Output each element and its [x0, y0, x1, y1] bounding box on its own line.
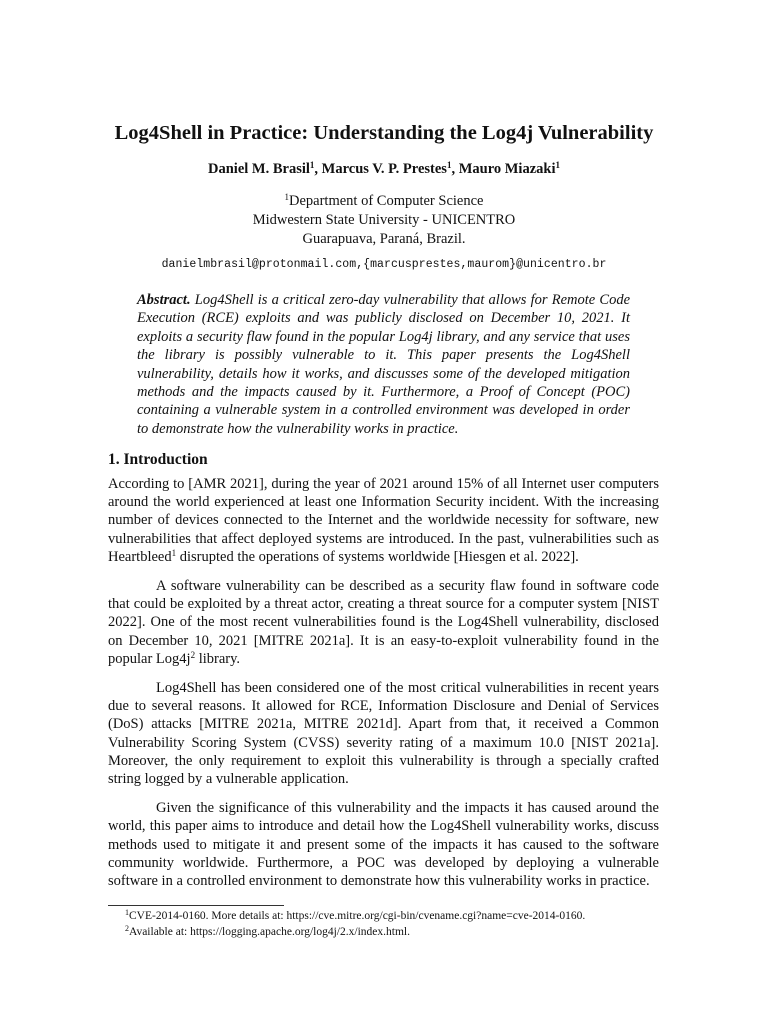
university: Midwestern State University - UNICENTRO — [252, 212, 516, 228]
footnote: $^2$Available at: https://logging.apache.org/log4j/2.x/index.html. — [125, 923, 410, 938]
affiliation-mark: 1 — [284, 192, 289, 202]
author-affiliation-mark: 1 — [446, 160, 452, 170]
paragraph: Log4Shell has been considered one of the most critical vulnerabilities in recent years due to several reasons. It allowed for RCE, Information Disclosure and Denial of Services (DoS) attacks [MITRE 2021a, MITRE 2021d]. Apart from that, it received a Common Vulnerability Scoring System (CVSS) severity rating of a maximum 10.0 [NIST 2021a]. Moreover, the only requirement to exploit this vulnerability is through a specially crafted string logged by a vulnerable application. — [108, 680, 659, 788]
paragraph: A software vulnerability can be described as a security flaw found in software code that could be exploited by a threat actor, creating a threat source for a computer system [NIST 2022]. One of the most recent vulnerabilities found is the Log4Shell vulnerability, disclosed on December 10, 2021 [MITRE 2021a]. It is an easy-to-exploit vulnerability found in the popular $Log4j^2$ library. — [108, 578, 659, 667]
author-list: Daniel M. Brasil$^1$, Marcus V. P. Prestes$^1$, Mauro Miazaki$^1$ — [208, 160, 560, 177]
author-affiliation-mark: 1 — [555, 160, 560, 170]
author-name: Marcus V. P. Prestes — [321, 161, 447, 177]
abstract — [137, 291, 630, 438]
author-affiliation-mark: 1 — [309, 160, 315, 170]
author-emails: danielmbrasil@protonmail.com,{marcusprestes,maurom}@unicentro.br — [161, 258, 607, 271]
paragraph: According to [AMR 2021], during the year of 2021 around 15% of all Internet user computers around the world experienced at least one Information Security incident. With the increasing number of devices connected to the Internet and the worldwide necessity for software, new vulnerabilities that affect deployed systems are introduced. In the past, vulnerabilities such as Heartbleed$^1$ disrupted the operations of systems worldwide [Hiesgen et al. 2022]. — [108, 476, 659, 565]
footnote-ref: 2 — [190, 649, 196, 660]
footnotes — [125, 909, 585, 940]
abstract-label: Abstract. — [137, 292, 191, 308]
section-body — [108, 475, 659, 901]
location: Guarapuava, Paraná, Brazil. — [302, 231, 466, 247]
footnote-ref: 1 — [171, 547, 177, 558]
department: Department of Computer Science — [289, 193, 484, 209]
paragraph: Given the significance of this vulnerability and the impacts it has caused around the world, this paper aims to introduce and detail how the Log4Shell vulnerability works, discuss methods used to mitigate it and present some of the impacts it has caused to the software community worldwide. Furthermore, a POC was developed by deploying a vulnerable software in a controlled environment to demonstrate how this vulnerability works in practice. — [108, 800, 659, 890]
abstract-text: Log4Shell is a critical zero-day vulnerability that allows for Remote Code Execution (RCE) exploits and was publicly disclosed on December 10, 2021. It exploits a security flaw found in the popular Log4j library, and any service that uses the library is possibly vulnerable to it. This paper presents the Log4Shell vulnerability, details how it works, and discusses some of the developed mitigation methods and the impacts caused by it. Furthermore, a Proof of Concept (POC) containing a vulnerable system in a controlled environment was developed in order to demonstrate how the vulnerability works in practice. — [137, 292, 631, 437]
footnote: $^1$CVE-2014-0160. More details at: https://cve.mitre.org/cgi-bin/cvename.cgi?name=cve-2014-0160. — [125, 908, 586, 922]
author-name: Daniel M. Brasil — [208, 161, 310, 177]
affiliation-block — [0, 192, 768, 249]
paper-title: Log4Shell in Practice: Understanding the Log4j Vulnerability — [114, 122, 654, 144]
author-name: Mauro Miazaki — [458, 161, 556, 177]
footnote-divider — [108, 905, 284, 906]
section-heading: 1. Introduction — [108, 451, 208, 468]
